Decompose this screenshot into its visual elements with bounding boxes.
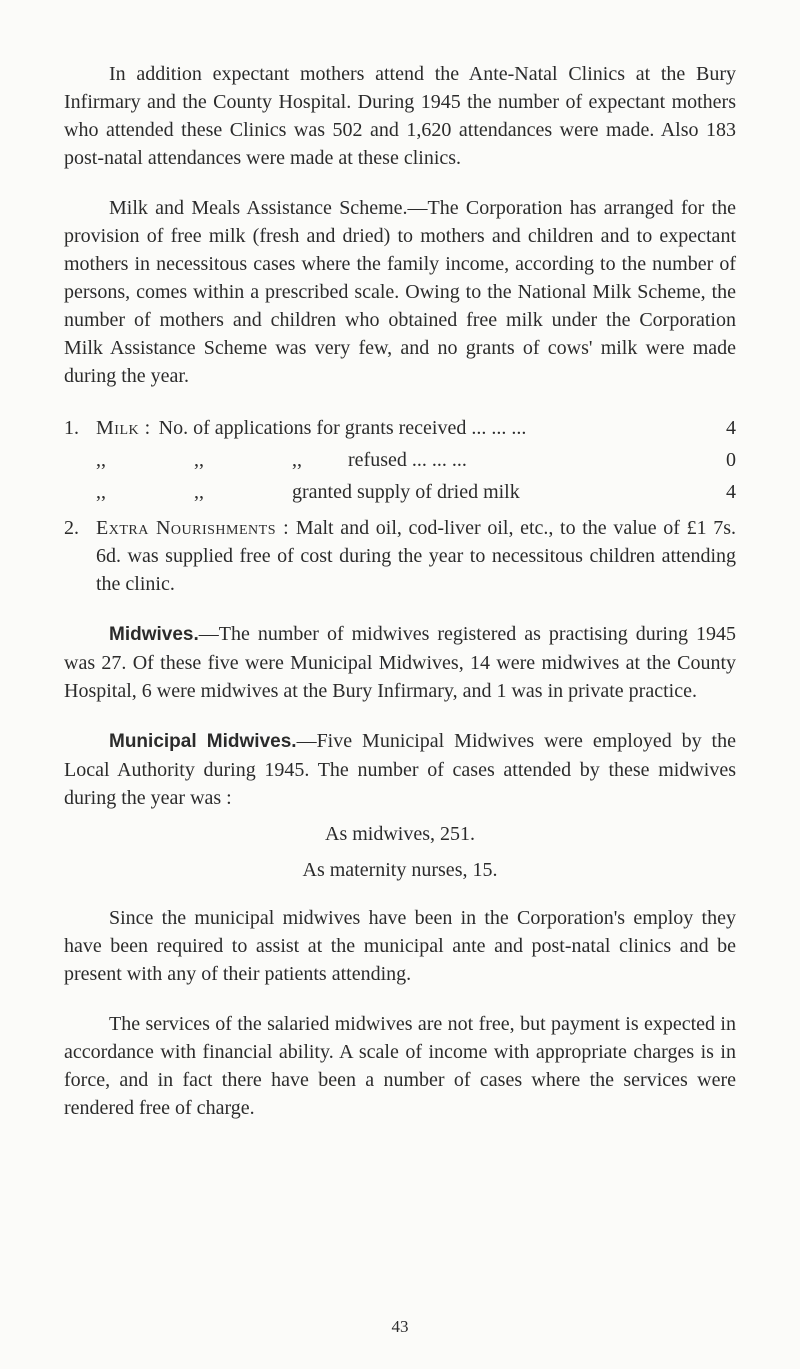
list-number: 2. <box>64 517 79 539</box>
ditto-mark: ,, <box>96 481 106 503</box>
milk-value: 0 <box>726 449 736 471</box>
paragraph-municipal-midwives <box>64 727 736 812</box>
list-number: 1. <box>64 417 79 439</box>
page-number: 43 <box>391 1317 409 1336</box>
milk-row-refused <box>64 444 736 476</box>
paragraph-employ: Since the municipal midwives have been in the Corporation's employ they have been required to assist at the municipal ante and post-natal clinics and be present with any of their patients attending. <box>64 907 736 985</box>
milk-desc: refused ... ... ... <box>348 449 467 471</box>
milk-value: 4 <box>726 417 736 439</box>
milk-label: Milk : <box>96 417 151 439</box>
milk-row-granted <box>64 476 736 508</box>
section-heading: Municipal Midwives. <box>109 731 297 752</box>
milk-desc: No. of applications for grants received ... ... ... <box>158 417 527 439</box>
paragraph-services: The services of the salaried midwives are not free, but payment is expected in accordance with financial ability. A scale of income with appropriate charges is in force, and in fact there have been a number of cases where the services were rendered free of charge. <box>64 1013 736 1119</box>
section-text: —Five Municipal Midwives were employed by the Local Authority during 1945. The number of cases attended by these midwives during the year was : <box>64 730 736 809</box>
item-text: Malt and oil, cod-liver oil, etc., to the value of £1 7s. 6d. was supplied free of cost during the year to necessitous children attending the clinic. <box>96 517 736 595</box>
paragraph-milk-scheme: Milk and Meals Assistance Scheme.—The Corporation has arranged for the provision of free milk (fresh and dried) to mothers and children and to expectant mothers in necessitous cases where the family income, according to the number of persons, comes within a prescribed scale. Owing to the National Milk Scheme, the number of mothers and children who obtained free milk under the Corporation Milk Assistance Scheme was very few, and no grants of cows' milk were made during the year. <box>64 197 736 387</box>
ditto-mark: ,, <box>194 449 204 471</box>
paragraph-antenatal: In addition expectant mothers attend the Ante-Natal Clinics at the Bury Infirmary and the County Hospital. During 1945 the number of expectant mothers who attended these Clinics was 502 and 1,620 attendances were made. Also 183 post-natal attendances were made at these clinics. <box>64 63 736 169</box>
extra-nourishments-item <box>64 514 736 598</box>
document-page <box>64 60 736 1122</box>
ditto-mark: ,, <box>96 449 106 471</box>
ditto-mark: ,, <box>292 449 302 471</box>
section-text: —The number of midwives registered as practising during 1945 was 27. Of these five were Municipal Midwives, 14 were midwives at the County Hospital, 6 were midwives at the Bury Infirmary, and 1 was in private practice. <box>64 623 736 702</box>
cases-midwives: As midwives, 251. <box>325 823 475 845</box>
milk-list <box>64 412 736 508</box>
paragraph-midwives <box>64 620 736 705</box>
milk-value: 4 <box>726 481 736 503</box>
section-heading: Midwives. <box>109 624 199 645</box>
milk-row-received <box>64 412 736 444</box>
milk-desc: granted supply of dried milk <box>292 481 520 503</box>
item-body <box>96 514 736 598</box>
cases-maternity-nurses: As maternity nurses, 15. <box>302 859 498 881</box>
ditto-mark: ,, <box>194 481 204 503</box>
item-label: Extra Nourishments : <box>96 517 290 539</box>
